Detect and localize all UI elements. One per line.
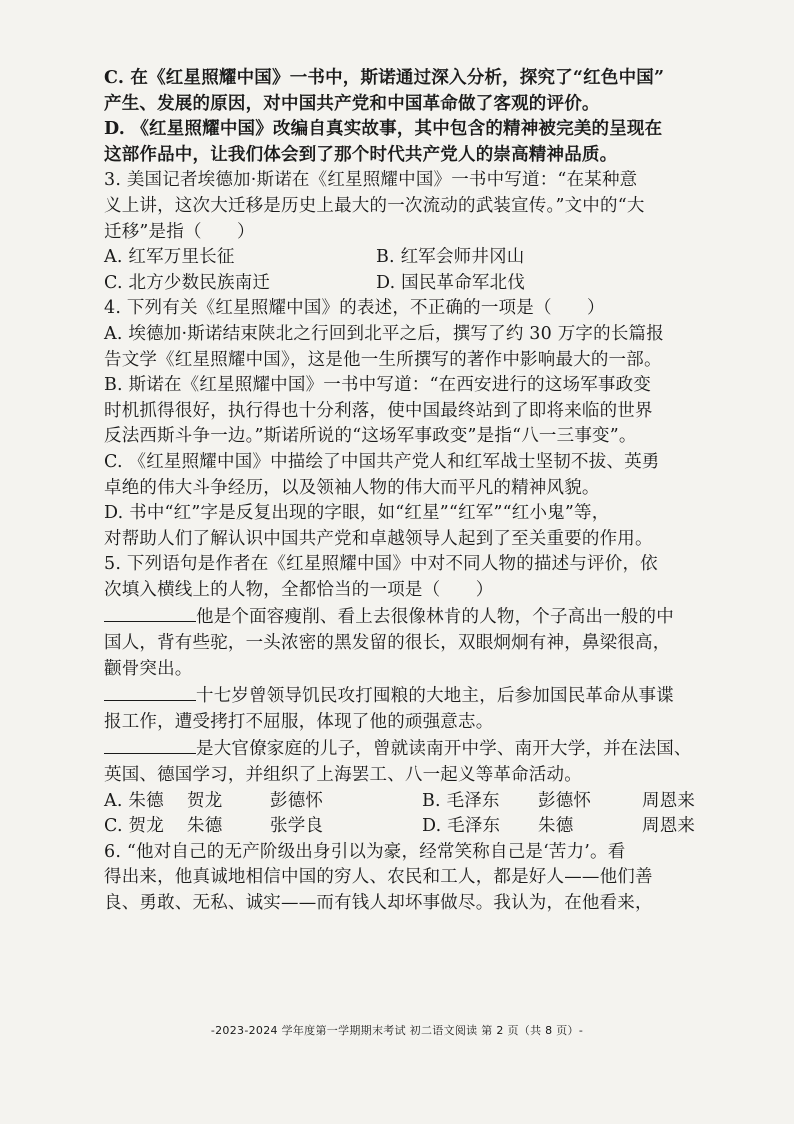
option-c-line-2: 产生、发展的原因，对中国共产党和中国革命做了客观的评价。	[104, 93, 600, 114]
question-6-line-1: 6. “他对自己的无产阶级出身引以为豪，经常笑称自己是‘苦力’。看	[104, 841, 626, 862]
passage-2-text: 十七岁曾领导饥民攻打囤粮的大地主，后参加国民革命从事谍	[196, 686, 674, 707]
q5-option-c-3: 张学良	[270, 816, 324, 837]
question-3-options-row-2	[104, 271, 746, 297]
passage-3-text: 是大官僚家庭的儿子，曾就读南开中学、南开大学，并在法国、	[196, 739, 692, 760]
q5-option-c-2: 朱德	[187, 816, 223, 837]
q5-option-a-3: 彭德怀	[270, 790, 324, 811]
q5-option-b-3: 周恩来	[642, 790, 696, 811]
question-3-line-1: 3. 美国记者埃德加·斯诺在《红星照耀中国》一书中写道：“在某种意	[104, 170, 638, 191]
q5-option-d-3: 周恩来	[642, 816, 696, 837]
page-footer: -2023-2024 学年度第一学期期末考试 初二语文阅读 第 2 页（共 8 页）-	[210, 1024, 584, 1037]
passage-1-line-3: 颧骨突出。	[104, 658, 193, 679]
q5-option-b-2: 彭德怀	[538, 790, 592, 811]
q4-option-b-line-2: 时机抓得很好，执行得也十分利落，使中国最终站到了即将来临的世界	[104, 400, 653, 421]
q4-option-a-line-2: 告文学《红星照耀中国》，这是他一生所撰写的著作中影响最大的一部。	[104, 349, 662, 370]
passage-1-line-2: 国人，背有些驼，一头浓密的黑发留的很长，双眼炯炯有神，鼻梁很高，	[104, 633, 671, 654]
passage-2-line-1	[104, 682, 746, 710]
q5-options-row-1	[104, 789, 746, 815]
passage-1-text: 他是个面容瘦削、看上去很像林肯的人物，个子高出一般的中	[196, 607, 674, 628]
q4-option-b-line-1: B. 斯诺在《红星照耀中国》一书中写道：“在西安进行的这场军事政变	[104, 375, 652, 396]
question-6-line-3: 良、勇敢、无私、诚实——而有钱人却坏事做尽。我认为，在他看来，	[104, 893, 653, 913]
q4-option-c-line-1: C. 《红星照耀中国》中描绘了中国共产党人和红军战士坚韧不拔、英勇	[104, 451, 660, 472]
q4-option-a-line-1: A. 埃德加·斯诺结束陕北之行回到北平之后，撰写了约 30 万字的长篇报	[104, 323, 664, 344]
q5-option-d-2: 朱德	[538, 816, 574, 837]
q4-option-d-line-1: D. 书中“红”字是反复出现的字眼，如“红星”“红军”“红小鬼”等，	[104, 503, 610, 524]
passage-1-line-1	[104, 603, 746, 631]
question-5-line-2: 次填入横线上的人物，全都恰当的一项是（ ）	[104, 579, 494, 600]
question-3-options-row-1	[104, 245, 746, 271]
q5-options-row-2	[104, 814, 746, 840]
q5-option-c-1: C. 贺龙	[104, 816, 164, 837]
q3-option-d: D. 国民革命军北伐	[376, 272, 526, 293]
passage-3-line-1	[104, 735, 746, 763]
q5-option-d-1: D. 毛泽东	[422, 816, 501, 837]
q4-option-d-line-2: 对帮助人们了解认识中国共产党和卓越领导人起到了至关重要的作用。	[104, 528, 653, 549]
option-d-line-1: D. 《红星照耀中国》改编自真实故事，其中包含的精神被完美的呈现在	[104, 119, 663, 140]
option-d-line-2: 这部作品中，让我们体会到了那个时代共产党人的崇高精神品质。	[104, 144, 618, 165]
option-c-line-1: C. 在《红星照耀中国》一书中，斯诺通过深入分析，探究了“红色中国”	[104, 68, 665, 88]
q5-option-b-1: B. 毛泽东	[422, 790, 500, 811]
q3-option-b: B. 红军会师井冈山	[376, 247, 525, 268]
fill-blank-2	[104, 682, 196, 701]
passage-2-line-2: 报工作，遭受拷打不屈服，体现了他的顽强意志。	[104, 711, 494, 732]
q3-option-c: C. 北方少数民族南迁	[104, 272, 271, 293]
fill-blank-1	[104, 603, 196, 622]
question-5-line-1: 5. 下列语句是作者在《红星照耀中国》中对不同人物的描述与评价，依	[104, 554, 658, 575]
q5-option-a-1: A. 朱德	[104, 790, 164, 811]
question-3-line-3: 迁移”是指（ ）	[104, 221, 255, 242]
passage-3-line-2: 英国、德国学习，并组织了上海罢工、八一起义等革命活动。	[104, 765, 582, 786]
question-3-line-2: 义上讲，这次大迁移是历史上最大的一次流动的武装宣传。”文中的“大	[104, 195, 645, 216]
q3-option-a: A. 红军万里长征	[104, 247, 235, 268]
q5-option-a-2: 贺龙	[187, 790, 223, 811]
question-6-line-2: 得出来，他真诚地相信中国的穷人、农民和工人，都是好人——他们善	[104, 867, 653, 888]
question-4-stem: 4. 下列有关《红星照耀中国》的表述，不正确的一项是（ ）	[104, 298, 605, 319]
q4-option-b-line-3: 反法西斯斗争一边。”斯诺所说的“这场军事政变”是指“八一三事变”。	[104, 426, 637, 447]
q4-option-c-line-2: 卓绝的伟大斗争经历，以及领袖人物的伟大而平凡的精神风貌。	[104, 477, 600, 498]
fill-blank-3	[104, 735, 196, 754]
